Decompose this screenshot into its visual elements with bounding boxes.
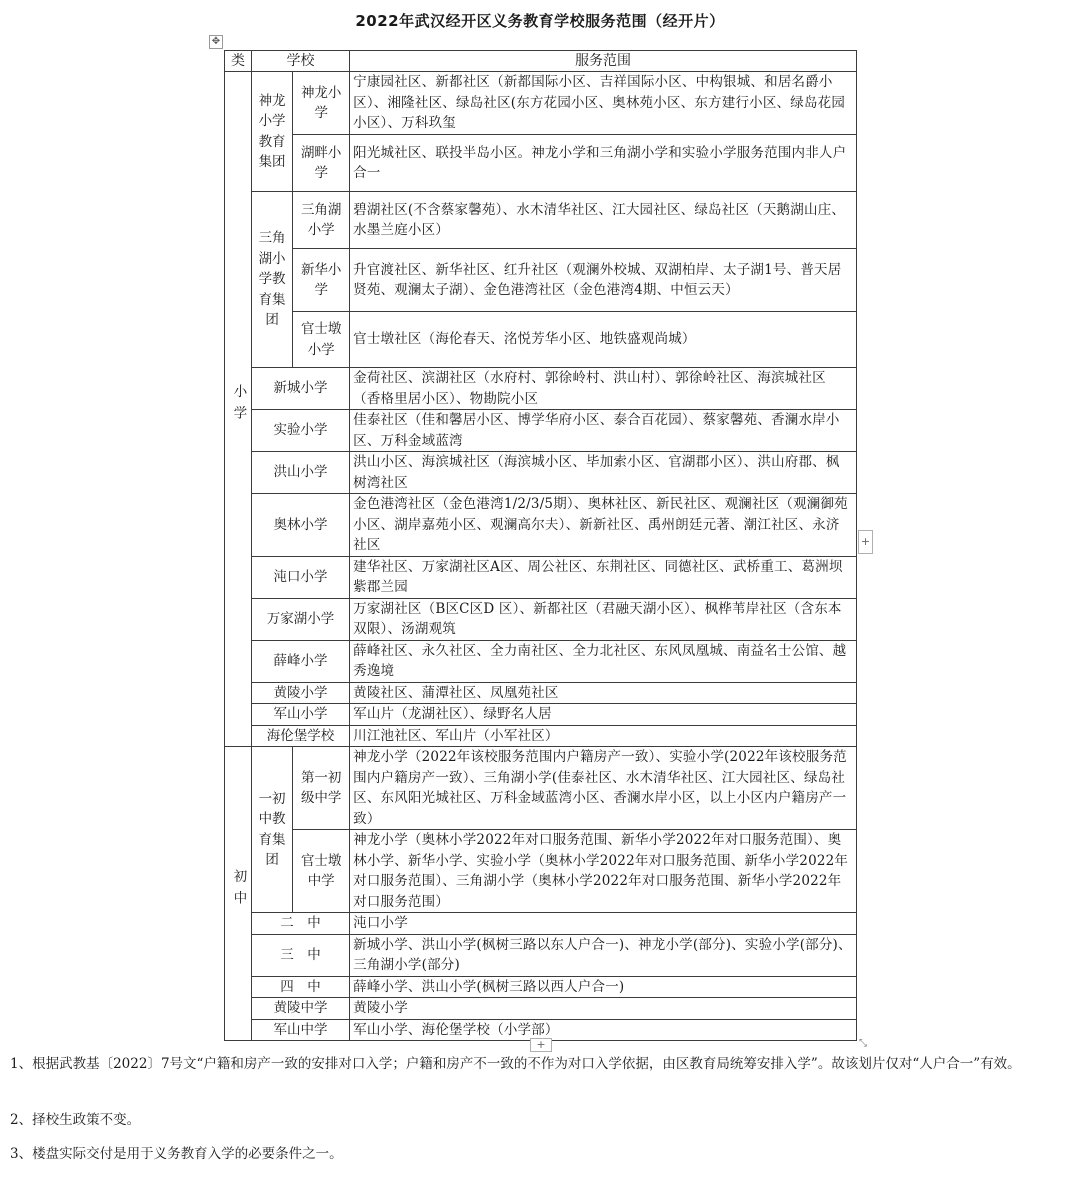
school-name: 湖畔小学 <box>293 135 350 192</box>
school-name: 黄陵小学 <box>251 682 349 704</box>
table-row <box>225 704 857 726</box>
service-range-table <box>224 50 857 1041</box>
service-scope: 碧湖社区(不含蔡家馨苑）、水木清华社区、江大园社区、绿岛社区（天鹅湖山庄、水墨兰庭小区） <box>350 192 857 249</box>
service-scope: 金荷社区、滨湖社区（水府村、郭徐岭村、洪山村）、郭徐岭社区、海滨城社区（香格里居小区）、物勘院小区 <box>350 368 857 410</box>
table-row <box>225 494 857 557</box>
table-row <box>225 556 857 598</box>
service-scope: 神龙小学（2022年该校服务范围内户籍房产一致）、实验小学(2022年该校服务范围内户籍房产一致）、三角湖小学(佳泰社区、水木清华社区、江大园社区、绿岛社区、东风阳光城社区、万科金域蓝湾小区、香澜水岸小区，以上小区内户籍房产一致） <box>350 747 857 830</box>
table-row <box>225 934 857 976</box>
service-scope: 建华社区、万家湖社区A区、周公社区、东荆社区、同德社区、武桥重工、葛洲坝紫郡兰园 <box>350 556 857 598</box>
school-name: 军山中学 <box>251 1019 349 1041</box>
table-row <box>225 913 857 935</box>
school-name: 黄陵中学 <box>251 998 349 1020</box>
school-name: 万家湖小学 <box>251 598 349 640</box>
service-scope: 军山片（龙湖社区）、绿野名人居 <box>350 704 857 726</box>
table-row <box>225 249 857 312</box>
category-primary: 小学 <box>225 72 252 747</box>
school-name: 薛峰小学 <box>251 640 349 682</box>
service-scope: 官士墩社区（海伦春天、洺悦芳华小区、地铁盛观尚城） <box>350 312 857 368</box>
table-row <box>225 410 857 452</box>
school-name: 洪山小学 <box>251 452 349 494</box>
school-name: 军山小学 <box>251 704 349 726</box>
school-name: 奥林小学 <box>251 494 349 557</box>
service-scope: 升官渡社区、新华社区、红升社区（观澜外校城、双湖柏岸、太子湖1号、普天居贤苑、观澜太子湖）、金色港湾社区（金色港湾4期、中恒云天） <box>350 249 857 312</box>
table-move-icon[interactable]: ✥ <box>209 35 223 49</box>
notes-section <box>10 1054 1070 1162</box>
header-type: 类 <box>225 51 252 72</box>
school-name: 实验小学 <box>251 410 349 452</box>
service-scope: 新城小学、洪山小学(枫树三路以东人户合一)、神龙小学(部分)、实验小学(部分)、三角湖小学(部分) <box>350 934 857 976</box>
service-scope: 宁康园社区、新都社区（新都国际小区、吉祥国际小区、中构银城、和居名爵小区）、湘隆社区、绿岛社区(东方花园小区、奥林苑小区、东方建行小区、绿岛花园小区）、万科玖玺 <box>350 72 857 135</box>
table-row <box>225 976 857 998</box>
table-resize-icon[interactable]: ⤡ <box>859 1038 867 1049</box>
table-row <box>225 747 857 830</box>
school-name: 沌口小学 <box>251 556 349 598</box>
table-row <box>225 725 857 747</box>
school-name: 第一初级中学 <box>293 747 350 830</box>
service-scope: 佳泰社区（佳和馨居小区、博学华府小区、泰合百花园）、蔡家馨苑、香澜水岸小区、万科金域蓝湾 <box>350 410 857 452</box>
table-row <box>225 368 857 410</box>
table-row <box>225 72 857 135</box>
service-scope: 川江池社区、军山片（小军社区） <box>350 725 857 747</box>
table-row <box>225 192 857 249</box>
school-name: 二 中 <box>251 913 349 935</box>
service-scope: 薛峰小学、洪山小学(枫树三路以西人户合一) <box>350 976 857 998</box>
add-column-plus-icon[interactable]: + <box>858 530 873 554</box>
school-name: 三 中 <box>251 934 349 976</box>
service-scope: 黄陵小学 <box>350 998 857 1020</box>
service-scope: 万家湖社区（B区C区D 区）、新都社区（君融天湖小区）、枫桦苇岸社区（含东本双限）、汤湖观筑 <box>350 598 857 640</box>
note-1: 1、根据武教基〔2022〕7号文“户籍和房产一致的安排对口入学；户籍和房产不一致的不作为对口入学依据，由区教育局统筹安排入学”。故该划片仅对“人户合一”有效。 <box>10 1056 1021 1072</box>
service-scope: 阳光城社区、联投半岛小区。神龙小学和三角湖小学和实验小学服务范围内非人户合一 <box>350 135 857 192</box>
school-name: 海伦堡学校 <box>251 725 349 747</box>
table-row <box>225 640 857 682</box>
note-3: 3、楼盘实际交付是用于义务教育入学的必要条件之一。 <box>10 1146 343 1162</box>
table-row <box>225 135 857 192</box>
school-name: 新华小学 <box>293 249 350 312</box>
header-scope: 服务范围 <box>350 51 857 72</box>
add-row-plus-icon[interactable]: + <box>530 1038 552 1052</box>
school-name: 官士墩中学 <box>293 830 350 913</box>
table-row <box>225 312 857 368</box>
table-row <box>225 998 857 1020</box>
table-row <box>225 598 857 640</box>
note-2: 2、择校生政策不变。 <box>10 1112 141 1128</box>
service-scope: 沌口小学 <box>350 913 857 935</box>
service-scope: 洪山小区、海滨城社区（海滨城小区、毕加索小区、官湖郡小区）、洪山府郡、枫树湾社区 <box>350 452 857 494</box>
group-shenlong: 神龙小学教育集团 <box>251 72 292 192</box>
service-scope: 军山小学、海伦堡学校（小学部） <box>350 1019 857 1041</box>
table-row <box>225 452 857 494</box>
school-name: 四 中 <box>251 976 349 998</box>
school-name: 新城小学 <box>251 368 349 410</box>
school-name: 神龙小学 <box>293 72 350 135</box>
school-name: 三角湖小学 <box>293 192 350 249</box>
page-title: 2022年武汉经开区义务教育学校服务范围（经开片） <box>355 12 725 30</box>
group-sanjiaohu: 三角湖小学教育集团 <box>251 192 292 368</box>
category-junior: 初中 <box>225 747 252 1041</box>
service-scope: 神龙小学（奥林小学2022年对口服务范围、新华小学2022年对口服务范围）、奥林小学、新华小学、实验小学（奥林小学2022年对口服务范围、新华小学2022年对口服务范围）、三角湖小学（奥林小学2022年对口服务范围、新华小学2022年对口服务范围） <box>350 830 857 913</box>
service-scope: 薛峰社区、永久社区、全力南社区、全力北社区、东风凤凰城、南益名士公馆、越秀逸境 <box>350 640 857 682</box>
school-name: 官士墩小学 <box>293 312 350 368</box>
service-scope: 金色港湾社区（金色港湾1/2/3/5期）、奥林社区、新民社区、观澜社区（观澜御苑小区、湖岸嘉苑小区、观澜高尔夫）、新新社区、禹州朗廷元著、潮江社区、永济社区 <box>350 494 857 557</box>
group-yichu: 一初中教育集团 <box>251 747 292 913</box>
service-scope: 黄陵社区、蒲潭社区、凤凰苑社区 <box>350 682 857 704</box>
table-row <box>225 682 857 704</box>
header-school: 学校 <box>251 51 349 72</box>
table-row <box>225 830 857 913</box>
